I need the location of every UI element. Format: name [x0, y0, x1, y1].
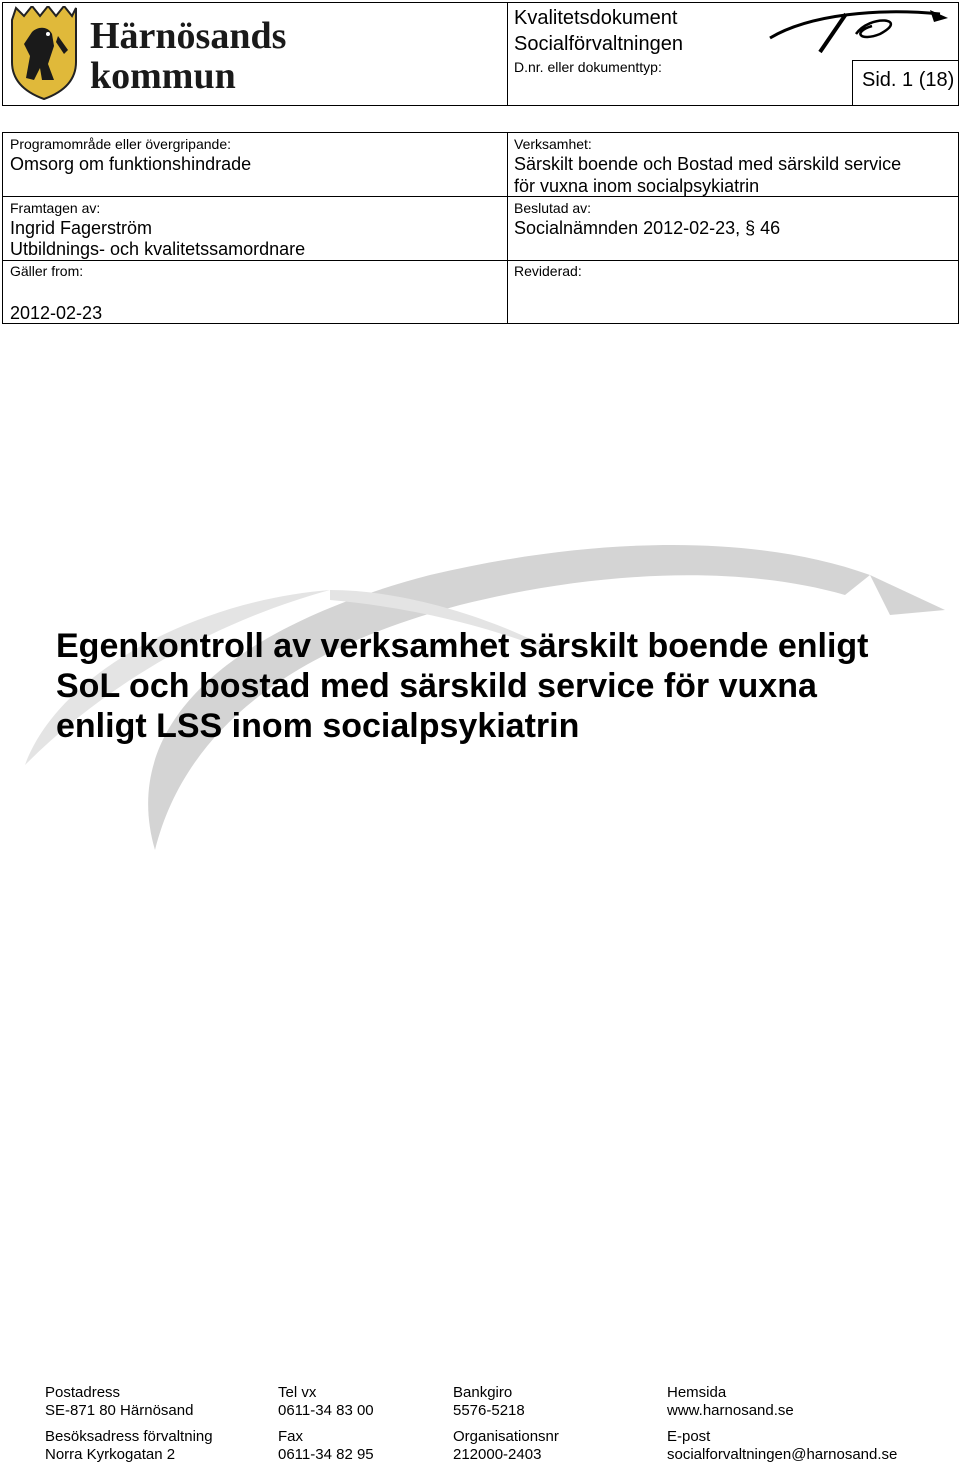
footer-web-label: Hemsida [667, 1384, 727, 1401]
title-line1: Egenkontroll av verksamhet särskilt boende enligt [56, 627, 869, 665]
footer-visit-value: Norra Kyrkogatan 2 [45, 1446, 176, 1463]
footer-bank-value: 5576-5218 [453, 1402, 525, 1419]
title-line2: SoL och bostad med särskild service för vuxna [56, 667, 817, 705]
signature-logo [760, 4, 955, 56]
footer-email-label: E-post [667, 1428, 711, 1445]
info-row-line-2 [2, 260, 959, 261]
doc-type: Kvalitetsdokument [514, 7, 678, 29]
footer-bank-label: Bankgiro [453, 1384, 513, 1401]
info-table-divider [507, 132, 508, 324]
department: Socialförvaltningen [514, 33, 683, 55]
header-divider [507, 2, 508, 106]
footer-fax-value: 0611-34 82 95 [278, 1446, 374, 1463]
valid-value: 2012-02-23 [10, 303, 103, 323]
activity-label: Verksamhet: [514, 136, 592, 152]
info-row-line-1 [2, 196, 959, 197]
decided-value: Socialnämnden 2012-02-23, § 46 [514, 218, 781, 238]
activity-line2: för vuxna inom socialpsykiatrin [514, 176, 760, 196]
logo-line1: Härnösands [90, 15, 287, 57]
footer-postal-value: SE-871 80 Härnösand [45, 1402, 194, 1419]
program-label: Programområde eller övergripande: [10, 136, 231, 152]
footer-org-label: Organisationsnr [453, 1428, 559, 1445]
footer-tel-value: 0611-34 83 00 [278, 1402, 374, 1419]
footer-web-link[interactable]: www.harnosand.se [667, 1402, 794, 1419]
page-number: Sid. 1 (18) [862, 69, 955, 91]
document-title [56, 626, 936, 746]
author-name: Ingrid Fagerström [10, 218, 153, 238]
dnr-label: D.nr. eller dokumenttyp: [514, 59, 662, 75]
municipality-crest-icon [8, 6, 80, 100]
footer-fax-label: Fax [278, 1428, 304, 1445]
author-title: Utbildnings- och kvalitetssamordnare [10, 239, 306, 259]
program-value: Omsorg om funktionshindrade [10, 154, 252, 174]
footer-visit-label: Besöksadress förvaltning [45, 1428, 213, 1445]
footer-org-value: 212000-2403 [453, 1446, 542, 1463]
title-line3: enligt LSS inom socialpsykiatrin [56, 707, 580, 745]
valid-label: Gäller from: [10, 263, 84, 279]
footer-tel-label: Tel vx [278, 1384, 317, 1401]
revised-label: Reviderad: [514, 263, 582, 279]
author-label: Framtagen av: [10, 200, 101, 216]
footer-email-link[interactable]: socialforvaltningen@harnosand.se [667, 1446, 898, 1463]
footer-postal-label: Postadress [45, 1384, 121, 1401]
decided-label: Beslutad av: [514, 200, 592, 216]
activity-line1: Särskilt boende och Bostad med särskild service [514, 154, 902, 174]
logo-line2: kommun [90, 55, 236, 97]
